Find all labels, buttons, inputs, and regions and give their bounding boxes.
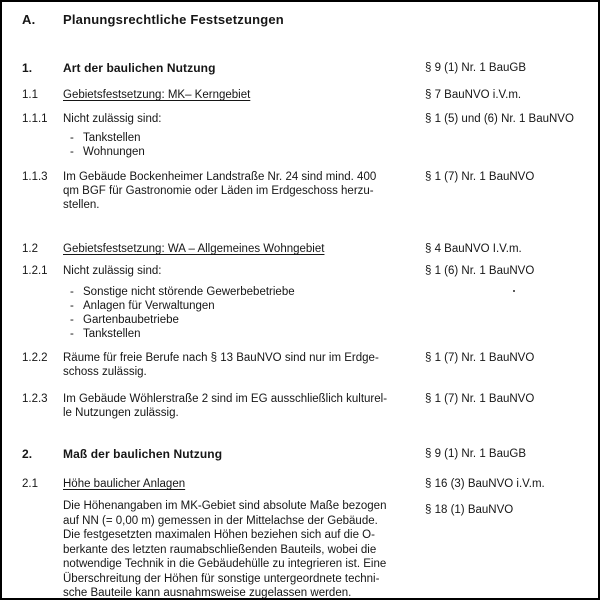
exclusion-list xyxy=(70,285,295,341)
section-number: 1.1 xyxy=(22,89,38,101)
legal-reference: § 4 BauNVO I.V.m. xyxy=(425,243,522,255)
list-item xyxy=(70,285,295,299)
paragraph-line: Überschreitung der Höhen für sonstige untergeordnete techni- xyxy=(63,572,380,585)
page-title: Planungsrechtliche Festsetzungen xyxy=(63,12,284,27)
section-number: 1.2.2 xyxy=(22,352,48,364)
section-number: 1.1.3 xyxy=(22,171,48,183)
section-number: 1.1.1 xyxy=(22,113,48,125)
list-item-label: Tankstellen xyxy=(83,132,141,144)
bullet-dash: - xyxy=(70,300,74,312)
paragraph-line: Räume für freie Berufe nach § 13 BauNVO sind nur im Erdge- xyxy=(63,352,379,364)
stray-dot-mark xyxy=(513,290,515,292)
bullet-dash: - xyxy=(70,146,74,158)
section-title: Gebietsfestsetzung: WA – Allgemeines Wohngebiet xyxy=(63,243,325,255)
list-item xyxy=(70,327,295,341)
section-title: Gebietsfestsetzung: MK– Kerngebiet xyxy=(63,89,251,101)
legal-reference: § 7 BauNVO i.V.m. xyxy=(425,89,522,101)
list-item-label: Anlagen für Verwaltungen xyxy=(83,300,215,312)
list-item xyxy=(70,313,295,327)
section-number: 1.2.1 xyxy=(22,265,48,277)
list-item xyxy=(70,131,145,145)
legal-reference: § 1 (6) Nr. 1 BauNVO xyxy=(425,265,535,277)
paragraph-line: stellen. xyxy=(63,199,100,211)
section-number: 1.2.3 xyxy=(22,393,48,405)
legal-reference: § 1 (7) Nr. 1 BauNVO xyxy=(425,352,535,364)
exclusion-list xyxy=(70,131,145,159)
clause-paragraph xyxy=(63,392,387,420)
paragraph-line: sche Bauteile kann ausnahmsweise zugelassen werden. xyxy=(63,587,352,599)
bullet-dash: - xyxy=(70,286,74,298)
bullet-dash: - xyxy=(70,314,74,326)
paragraph-line: le Nutzungen zulässig. xyxy=(63,407,179,419)
bullet-dash: - xyxy=(70,328,74,340)
paragraph-line: berkante des letzten raumabschließenden Bauteils, wobei die xyxy=(63,543,377,556)
section-number: 2.1 xyxy=(22,478,38,490)
list-item-label: Gartenbaubetriebe xyxy=(83,314,179,326)
paragraph-line: Im Gebäude Bockenheimer Landstraße Nr. 24 sind mind. 400 xyxy=(63,171,377,183)
paragraph-line: Die Höhenangaben im MK-Gebiet sind absolute Maße bezogen xyxy=(63,500,387,512)
section-number: 1. xyxy=(22,61,33,75)
clause-paragraph xyxy=(63,499,386,600)
section-title: Art der baulichen Nutzung xyxy=(63,61,216,75)
list-item-label: Sonstige nicht störende Gewerbebetriebe xyxy=(83,286,295,298)
bullet-dash: - xyxy=(70,132,74,144)
list-item-label: Wohnungen xyxy=(83,146,145,158)
section-number: 2. xyxy=(22,447,33,461)
clause-text: Nicht zulässig sind: xyxy=(63,113,162,125)
section-title: Maß der baulichen Nutzung xyxy=(63,447,223,461)
paragraph-line: Im Gebäude Wöhlerstraße 2 sind im EG ausschließlich kulturel- xyxy=(63,393,388,405)
section-number: 1.2 xyxy=(22,243,38,255)
legal-reference: § 1 (7) Nr. 1 BauNVO xyxy=(425,171,535,183)
clause-paragraph xyxy=(63,351,379,379)
legal-reference: § 16 (3) BauNVO i.V.m. xyxy=(425,478,545,490)
paragraph-line: auf NN (= 0,00 m) gemessen in der Mittelachse der Gebäude. xyxy=(63,514,378,527)
legal-reference: § 9 (1) Nr. 1 BauGB xyxy=(425,62,526,74)
list-item xyxy=(70,299,295,313)
paragraph-line: qm BGF für Gastronomie oder Läden im Erdgeschoss herzu- xyxy=(63,185,374,197)
paragraph-line: notwendige Technik in die Gebäudehülle zu integrieren ist. Eine xyxy=(63,558,387,570)
clause-text: Nicht zulässig sind: xyxy=(63,265,162,277)
clause-paragraph xyxy=(63,170,376,212)
section-a-number: A. xyxy=(22,12,36,27)
paragraph-line: schoss zulässig. xyxy=(63,366,147,378)
list-item xyxy=(70,145,145,159)
legal-reference: § 18 (1) BauNVO xyxy=(425,504,514,516)
legal-reference: § 1 (5) und (6) Nr. 1 BauNVO xyxy=(425,113,574,125)
legal-reference: § 1 (7) Nr. 1 BauNVO xyxy=(425,393,535,405)
paragraph-line: Die festgesetzten maximalen Höhen beziehen sich auf die O- xyxy=(63,529,375,541)
legal-reference: § 9 (1) Nr. 1 BauGB xyxy=(425,448,526,460)
section-title: Höhe baulicher Anlagen xyxy=(63,478,186,490)
list-item-label: Tankstellen xyxy=(83,328,141,340)
